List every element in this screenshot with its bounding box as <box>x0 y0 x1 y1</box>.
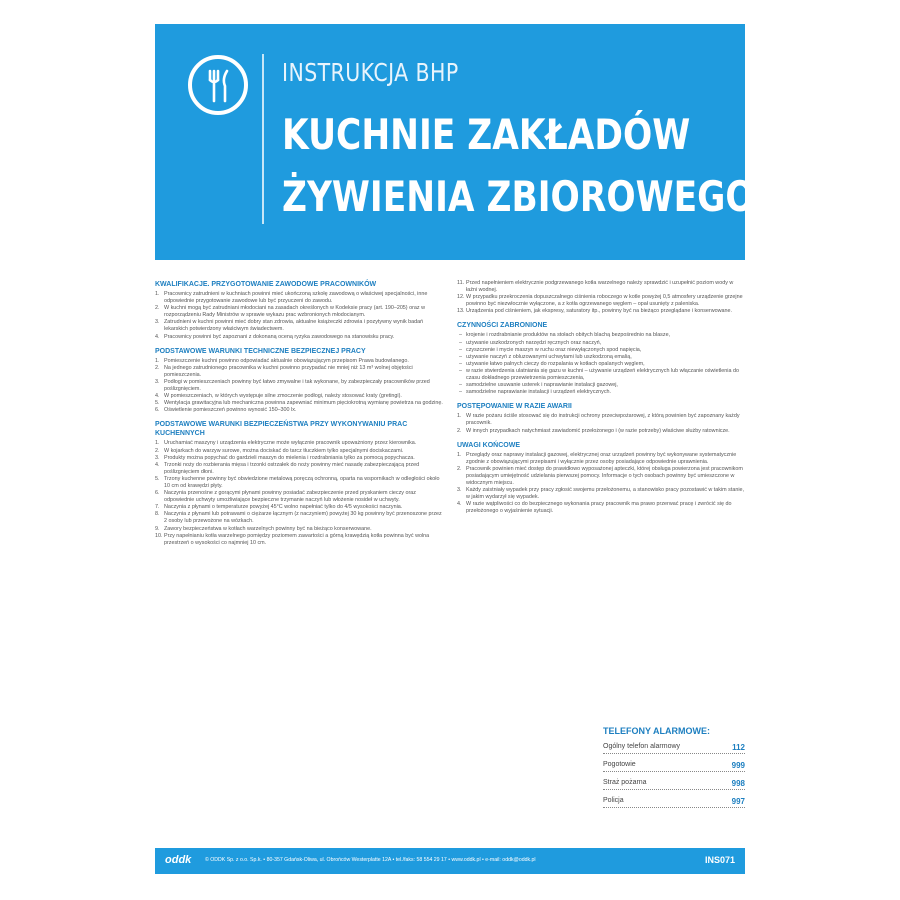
list-item: 2. W kojarkach do warzyw surowe, można dociskać do tarcz tłuczkiem tylko specjalnymi dociskaczami. <box>155 447 404 454</box>
list-item: – krojenie i rozdrabnianie produktów na stołach obitych blachą bezpośrednio na blasze, <box>457 332 745 339</box>
list-item: 1. W razie pożaru ściśle stosować się do instrukcji ochrony przeciwpożarowej, z którą powinien być zapoznany każdy pracownik. <box>457 413 740 427</box>
list-item: 3. Zatrudnieni w kuchni powinni mieć dobry stan zdrowia, aktualne książeczki zdrowia i pozytywny wynik badań lekarskich potwierdzony właściwym świadectwem. <box>155 319 424 333</box>
phone-row <box>603 757 745 775</box>
right-column <box>457 280 745 515</box>
left-column <box>155 280 443 547</box>
phones-title: TELEFONY ALARMOWE: <box>603 726 710 736</box>
phone-row <box>603 775 745 793</box>
list-item: – używanie łatwo palnych cieczy do rozpalania w kotłach opalanych węglem, <box>457 361 745 368</box>
phone-row <box>603 793 745 811</box>
list-safety-conditions-continued <box>457 280 745 315</box>
list-item: – w razie stwierdzenia ulatniania się gazu w kuchni – używanie urządzeń elektrycznych lub włączanie oświetlenia do czasu dokładnego przewietrzenia pomieszczenia, <box>457 368 745 382</box>
list-item: 8. Naczynia z płynami lub potrawami o ciężarze łącznym (z naczyniem) powyżej 30 kg powinny być przenoszone przez 2 osoby lub przewożone na wózkach. <box>155 511 442 525</box>
section-title-forbidden-actions: CZYNNOŚCI ZABRONIONE <box>457 322 548 330</box>
list-item: 1. Pomieszczenie kuchni powinno odpowiadać aktualnie obowiązującym przepisom Prawa budowlanego. <box>155 357 409 364</box>
phone-row <box>603 739 745 757</box>
list-item: 11. Przed napełnieniem elektrycznie podgrzewanego kotła warzelnego należy sprawdzić i uzupełnić poziom wody w łaźni wodnej. <box>457 280 734 294</box>
list-item: – samodzielne naprawianie instalacji i urządzeń elektrycznych. <box>457 389 745 396</box>
list-final-notes <box>457 452 745 516</box>
section-title-emergency: POSTĘPOWANIE W RAZIE AWARII <box>457 403 572 411</box>
list-item: – używanie uszkodzonych narzędzi ręcznych oraz naczyń, <box>457 340 745 347</box>
list-item: 3. Produkty można popychać do gardzieli maszyn do mielenia i rozdrabniania tylko za pomocą popychacza. <box>155 454 415 461</box>
phone-number: 112 <box>732 743 745 752</box>
section-title-qualifications: KWALIFIKACJE. PRZYGOTOWANIE ZAWODOWE PRACOWNIKÓW <box>155 281 377 288</box>
phone-label: Pogotowie <box>603 761 636 768</box>
list-item: 6. Naczynia przenośne z gorącymi płynami powinny posiadać zabezpieczenie przed pryskaniem cieczy oraz odpowiednie uchwyty umożliwiające bezpieczne trzymanie naczyń lub włożenie nosideł w uchwyty. <box>155 490 416 504</box>
list-item: 4. W pomieszczeniach, w których występuje silne zmoczenie podłogi, należy stosować kraty (gretingi). <box>155 393 402 400</box>
list-item: 4. Trzonki noży do rozbierania mięsa i trzonki ostrzałek do noży powinny mieć nasadę zabezpieczającą przed poślizgnięciem dłoni. <box>155 461 420 475</box>
list-safety-conditions <box>155 440 443 546</box>
section-title-safety-conditions: PODSTAWOWE WARUNKI BEZPIECZEŃSTWA PRZY WYKONYWANIU PRAC KUCHENNYCH <box>155 421 408 438</box>
page-title <box>282 104 755 228</box>
list-forbidden-actions <box>457 332 745 396</box>
list-qualifications <box>155 291 443 341</box>
list-item: – czyszczenie i mycie maszyn w ruchu oraz niewyłączonych spod napięcia, <box>457 347 745 354</box>
instruction-sheet <box>155 24 755 874</box>
footer-bar <box>155 848 745 874</box>
list-item: 3. Każdy zaistniały wypadek przy pracy zgłosić swojemu przełożonemu, a stanowisko pracy pozostawić w takim stanie, w jakim wydarzył się wypadek. <box>457 487 745 501</box>
phone-number: 998 <box>731 779 745 788</box>
phone-number: 999 <box>731 761 745 770</box>
list-item: 12. W przypadku przekroczenia dopuszczalnego ciśnienia roboczego w kotle powyżej 0,5 atmosfery urządzenie grzejne powinno być niezwłocznie wyłączone, a z kotła ogrzewanego węglem – opał usunięty z paleniska. <box>457 294 743 308</box>
phone-label: Policja <box>603 797 624 804</box>
list-technical-conditions <box>155 358 443 415</box>
list-item: 1. Przeglądy oraz naprawy instalacji gazowej, elektrycznej oraz urządzeń powinny być wykonywane systematycznie zgodnie z obowiązującymi przepisami i wyłącznie przez osoby posiadające odpowiednie uprawnienia. <box>457 451 737 465</box>
list-item: 1. Uruchamiać maszyny i urządzenia elektryczne może wyłącznie pracownik upoważniony przez kierownika. <box>155 440 417 447</box>
footer-contact: © ODDK Sp. z o.o. Sp.k. • 80-357 Gdańsk-Oliwa, ul. Obrońców Westerplatte 12A • tel./faks: 58 554 29 17 • www.oddk.pl • e-mail: oddk@oddk.pl <box>205 857 536 863</box>
list-item: 2. Na jednego zatrudnionego pracownika w kuchni powinno przypadać nie mniej niż 13 m³ wolnej objętości pomieszczenia. <box>155 364 413 378</box>
list-item: – używanie naczyń z obluzowanymi uchwytami lub uszkodzoną emalią, <box>457 354 745 361</box>
list-item: 5. Trzony kuchenne powinny być obwiedzione metalową poręczą ochronną, oparta na wspornikach w odległości około 10 cm od krawędzi płyty. <box>155 475 440 489</box>
oddk-logo: oddk <box>165 854 192 866</box>
fork-knife-icon <box>188 55 248 115</box>
header-banner <box>155 24 755 260</box>
title-line-2: ŻYWIENIA ZBIOROWEGO <box>282 172 755 221</box>
list-item: – samodzielne usuwanie usterek i naprawianie instalacji gazowej, <box>457 382 745 389</box>
list-item: 2. Pracownik powinien mieć dostęp do prawidłowo wyposażonej apteczki, której obsługa powierzona jest pracownikom posiadającym umiejętność udzielania pierwszej pomocy. Informacje o tych osobach powinny być umieszczone w widocznym miejscu. <box>457 465 743 486</box>
list-item: 3. Podłogi w pomieszczeniach powinny być łatwo zmywalne i tak wykonane, by zabezpieczały pracowników przed poślizgnięciem. <box>155 378 430 393</box>
header-divider <box>262 54 264 224</box>
list-item: 4. W razie wątpliwości co do bezpiecznego wykonania pracy pracownik ma prawo przerwać pracę i zwrócić się do przełożonego o wyjaśnienie sytuacji. <box>457 501 732 515</box>
list-item: 13. Urządzenia pod ciśnieniem, jak ekspresy, saturatory itp., powinny być na bieżąco przeglądane i konserwowane. <box>457 308 732 315</box>
list-emergency <box>457 413 745 434</box>
list-item: 1. Pracownicy zatrudnieni w kuchniach powinni mieć ukończoną szkołę zawodową o właściwej specjalności, inne odpowiednie przygotowanie zawodowe lub być przyuczeni do zawodu. <box>155 291 428 305</box>
section-title-final-notes: UWAGI KOŃCOWE <box>457 441 520 449</box>
emergency-phones <box>603 726 745 811</box>
list-item: 7. Naczynia z płynami o temperaturze powyżej 45°C wolno napełniać tylko do 4/5 wysokości naczynia. <box>155 504 403 511</box>
list-item: 2. W kuchni mogą być zatrudniani młodociani na zasadach określonych w Kodeksie pracy (art. 190–205) oraz w rozporządzeniu Rady Ministrów w sprawie wykazu prac wzbronionych młodocianym. <box>155 305 425 319</box>
list-item: 4. Pracownicy powinni być zapoznani z dokonaną oceną ryzyka zawodowego na stanowisku pracy. <box>155 333 395 340</box>
list-item: 5. Wentylacja grawitacyjna lub mechaniczna powinna zapewniać minimum pięciokrotną wymianę powietrza na godzinę. <box>155 400 443 407</box>
list-item: 9. Zawory bezpieczeństwa w kotłach warzelnych powinny być na bieżąco konserwowane. <box>155 525 372 532</box>
document-code: INS071 <box>704 855 735 865</box>
phone-label: Straż pożarna <box>603 779 647 786</box>
list-item: 6. Oświetlenie pomieszczeń powinno wynosić 150–300 lx. <box>155 407 297 414</box>
list-item: 2. W innych przypadkach natychmiast zawiadomić przełożonego i (w razie potrzeby) właściwe służby ratownicze. <box>457 427 730 434</box>
section-title-technical-conditions: PODSTAWOWE WARUNKI TECHNICZNE BEZPIECZNEJ PRACY <box>155 347 366 355</box>
header-subtitle: INSTRUKCJA BHP <box>282 58 459 87</box>
list-item: 10. Przy napełnianiu kotła warzelnego pomiędzy poziomem zawartości a górną krawędzią kotła powinna być wolna przestrzeń o wysokości co najmniej 10 cm. <box>155 532 430 546</box>
phone-label: Ogólny telefon alarmowy <box>603 743 681 750</box>
phone-number: 997 <box>731 797 745 806</box>
title-line-1: KUCHNIE ZAKŁADÓW <box>282 110 691 159</box>
